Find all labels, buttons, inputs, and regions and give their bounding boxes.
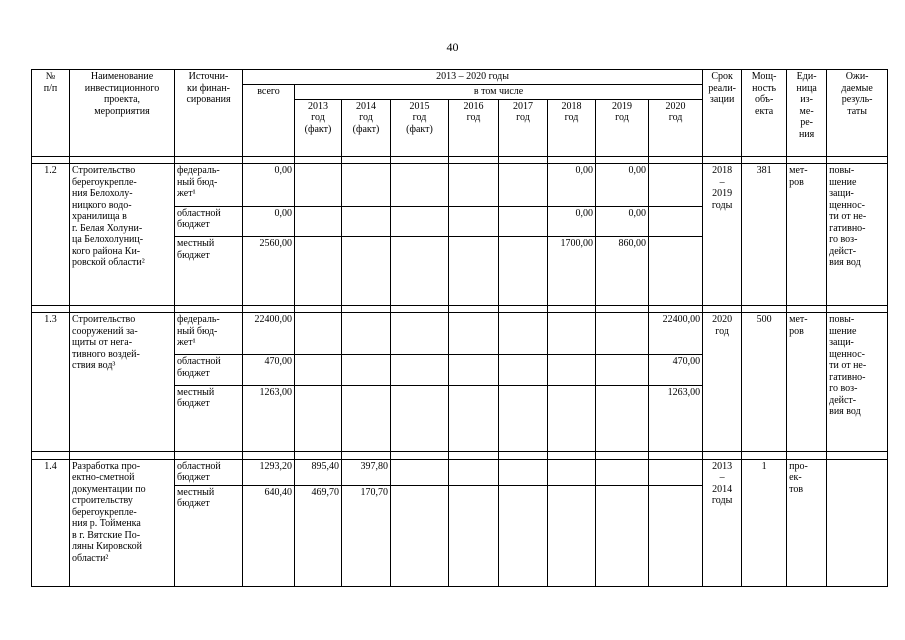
header-year: 2015 год (факт): [391, 99, 449, 157]
funding-source: федераль- ный бюд- жет¹: [175, 164, 243, 206]
table-row: [32, 164, 888, 206]
results-cell: повы- шение защи- щеннос- ти от не- гативно- го воз- дейст- вия вод: [827, 313, 888, 452]
total-cell: 0,00: [243, 164, 295, 206]
year-value-cell: [649, 485, 703, 586]
header-year: 2013 год (факт): [295, 99, 342, 157]
year-value-cell: [596, 355, 649, 385]
year-value-cell: [449, 459, 499, 485]
total-cell: 2560,00: [243, 237, 295, 306]
year-value-cell: 1700,00: [548, 237, 596, 306]
funding-source: местный бюджет: [175, 485, 243, 586]
project-number: 1.3: [32, 313, 70, 452]
header-total: всего: [243, 85, 295, 157]
capacity-cell: 500: [742, 313, 787, 452]
year-value-cell: 860,00: [596, 237, 649, 306]
funding-source: областной бюджет: [175, 206, 243, 236]
year-value-cell: [449, 164, 499, 206]
year-value-cell: [499, 355, 548, 385]
year-value-cell: [295, 313, 342, 355]
term-cell: 2020 год: [703, 313, 742, 452]
year-value-cell: [499, 237, 548, 306]
header-year: 2017 год: [499, 99, 548, 157]
unit-cell: мет- ров: [787, 164, 827, 305]
project-number: 1.4: [32, 459, 70, 586]
year-value-cell: [449, 355, 499, 385]
year-value-cell: [499, 485, 548, 586]
year-value-cell: [548, 385, 596, 452]
unit-cell: мет- ров: [787, 313, 827, 452]
year-value-cell: [649, 459, 703, 485]
year-value-cell: [449, 485, 499, 586]
year-value-cell: 1263,00: [649, 385, 703, 452]
capacity-cell: 1: [742, 459, 787, 586]
year-value-cell: [391, 459, 449, 485]
investment-table: [31, 69, 888, 587]
year-value-cell: [391, 164, 449, 206]
year-value-cell: [649, 206, 703, 236]
year-value-cell: [548, 313, 596, 355]
header-results: Ожи- даемые резуль- таты: [827, 70, 888, 157]
year-value-cell: 170,70: [342, 485, 391, 586]
year-value-cell: [596, 313, 649, 355]
header-source: Источни- ки финан- сирования: [175, 70, 243, 157]
year-value-cell: [342, 385, 391, 452]
term-cell: 2018 – 2019 годы: [703, 164, 742, 305]
total-cell: 1293,20: [243, 459, 295, 485]
year-value-cell: [548, 485, 596, 586]
funding-source: местный бюджет: [175, 385, 243, 452]
year-value-cell: [295, 355, 342, 385]
funding-source: областной бюджет: [175, 355, 243, 385]
year-value-cell: [342, 206, 391, 236]
project-name: Разработка про- ектно-сметной документации по строительству берегоукрепле- ния р. Тойменка в г. Вятские По- ляны Кировской области²: [70, 459, 175, 586]
table-row: [32, 459, 888, 485]
year-value-cell: [449, 385, 499, 452]
year-value-cell: 0,00: [548, 206, 596, 236]
year-value-cell: [499, 385, 548, 452]
year-value-cell: [449, 206, 499, 236]
unit-cell: про- ек- тов: [787, 459, 827, 586]
year-value-cell: [391, 237, 449, 306]
year-value-cell: [342, 313, 391, 355]
year-value-cell: [649, 164, 703, 206]
year-value-cell: 397,80: [342, 459, 391, 485]
year-value-cell: [449, 237, 499, 306]
header-year: 2019 год: [596, 99, 649, 157]
header-including: в том числе: [295, 85, 703, 100]
header-unit: Еди- ница из- ме- ре- ния: [787, 70, 827, 157]
total-cell: 22400,00: [243, 313, 295, 355]
year-value-cell: [499, 164, 548, 206]
total-cell: 0,00: [243, 206, 295, 236]
results-cell: [827, 459, 888, 586]
year-value-cell: [391, 206, 449, 236]
year-value-cell: [391, 485, 449, 586]
year-value-cell: [596, 385, 649, 452]
year-value-cell: [499, 459, 548, 485]
year-value-cell: [596, 485, 649, 586]
year-value-cell: [295, 385, 342, 452]
year-value-cell: 22400,00: [649, 313, 703, 355]
total-cell: 1263,00: [243, 385, 295, 452]
year-value-cell: [295, 237, 342, 306]
spacer-row: [32, 452, 888, 459]
year-value-cell: [449, 313, 499, 355]
header-num: № п/п: [32, 70, 70, 157]
year-value-cell: [499, 313, 548, 355]
funding-source: областной бюджет: [175, 459, 243, 485]
header-name: Наименование инвестиционного проекта, мероприятия: [70, 70, 175, 157]
year-value-cell: 895,40: [295, 459, 342, 485]
year-value-cell: [391, 385, 449, 452]
year-value-cell: [342, 355, 391, 385]
year-value-cell: [295, 206, 342, 236]
capacity-cell: 381: [742, 164, 787, 305]
project-name: Строительство берегоукрепле- ния Белохолу- ницкого водо- хранилища в г. Белая Холуни- ца Белохолуниц- кого района Ки- ровской области²: [70, 164, 175, 305]
year-value-cell: [548, 459, 596, 485]
results-cell: повы- шение защи- щеннос- ти от не- гативно- го воз- дейст- вия вод: [827, 164, 888, 305]
header-year: 2016 год: [449, 99, 499, 157]
header-capacity: Мощ- ность объ- екта: [742, 70, 787, 157]
funding-source: федераль- ный бюд- жет¹: [175, 313, 243, 355]
year-value-cell: 0,00: [596, 164, 649, 206]
year-value-cell: 0,00: [596, 206, 649, 236]
year-value-cell: [596, 459, 649, 485]
year-value-cell: [391, 313, 449, 355]
project-name: Строительство сооружений за- щиты от нега- тивного воздей- ствия вод³: [70, 313, 175, 452]
year-value-cell: 469,70: [295, 485, 342, 586]
spacer-row: [32, 305, 888, 312]
header-year: 2020 год: [649, 99, 703, 157]
year-value-cell: 0,00: [548, 164, 596, 206]
header-year: 2018 год: [548, 99, 596, 157]
page-number: 40: [446, 40, 459, 54]
year-value-cell: [499, 206, 548, 236]
year-value-cell: [391, 355, 449, 385]
total-cell: 640,40: [243, 485, 295, 586]
project-number: 1.2: [32, 164, 70, 305]
header-period: 2013 – 2020 годы: [243, 70, 703, 85]
funding-source: местный бюджет: [175, 237, 243, 306]
table-row: [32, 313, 888, 355]
total-cell: 470,00: [243, 355, 295, 385]
year-value-cell: [295, 164, 342, 206]
year-value-cell: [649, 237, 703, 306]
header-term: Срок реали- зации: [703, 70, 742, 157]
year-value-cell: [342, 164, 391, 206]
year-value-cell: [342, 237, 391, 306]
year-value-cell: 470,00: [649, 355, 703, 385]
header-year: 2014 год (факт): [342, 99, 391, 157]
term-cell: 2013 – 2014 годы: [703, 459, 742, 586]
spacer-row: [32, 157, 888, 164]
year-value-cell: [548, 355, 596, 385]
